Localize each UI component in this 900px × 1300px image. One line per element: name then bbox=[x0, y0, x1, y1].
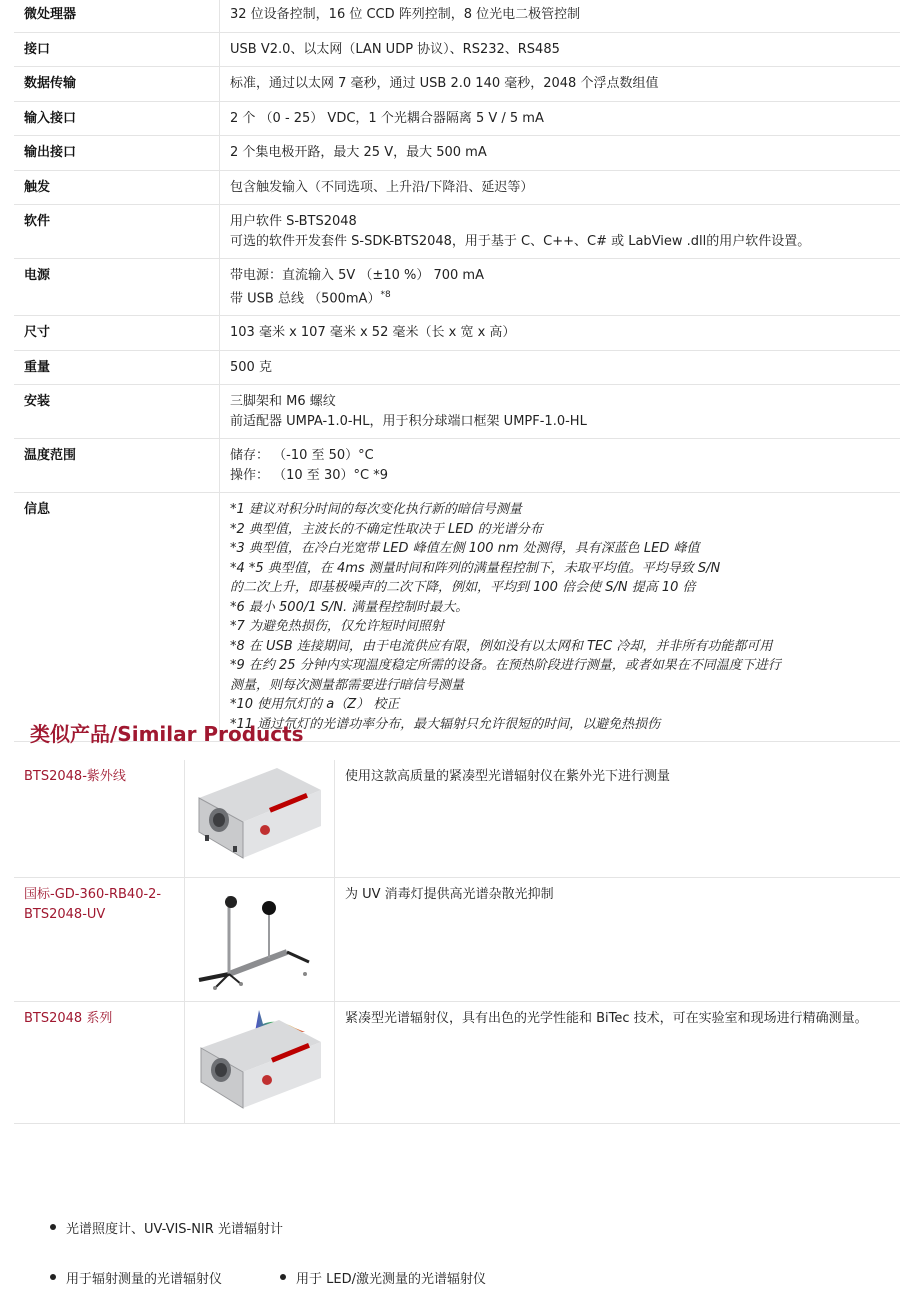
spec-value: 包含触发输入（不同选项、上升沿/下降沿、延迟等） bbox=[220, 170, 900, 205]
product-image-bts2048-uv[interactable] bbox=[185, 760, 334, 877]
product-row bbox=[14, 1002, 900, 1124]
spec-row bbox=[14, 170, 900, 205]
product-description: 紧凑型光谱辐射仪，具有出色的光学性能和 BiTec 技术，可在实验室和现场进行精确测量。 bbox=[335, 1002, 900, 1124]
spec-label: 输入接口 bbox=[14, 101, 220, 136]
product-link[interactable]: 国标-GD-360-RB40-2-BTS2048-UV bbox=[24, 887, 162, 922]
similar-products-title: 类似产品/Similar Products bbox=[30, 722, 304, 746]
spec-row bbox=[14, 259, 900, 316]
spec-row bbox=[14, 205, 900, 259]
spec-value: 储存： （-10 至 50）°C 操作： （10 至 30）°C *9 bbox=[220, 439, 900, 493]
product-row bbox=[14, 878, 900, 1002]
spec-value: 带电源：直流输入 5V （±10 %） 700 mA 带 USB 总线 $(500mA)^{*8}$ bbox=[220, 259, 900, 316]
spec-label: 触发 bbox=[14, 170, 220, 205]
footnotes: *1 建议对积分时间的每次变化执行新的暗信号测量 *2 典型值，主波长的不确定性取决于 LED 的光谱分布 *3 典型值，在冷白光宽带 LED 峰值左侧 100 nm 处测得，具有深蓝色 LED 峰值 *4 *5 典型值，在 4ms 测量时间和阵列的满量程控制下，未取平均值。平均导致 S/N 的二次上升，即基极噪声的二次下降，例如，平均到 100 倍会使 S/N 提高 10 倍 *6 最小 500/1 S/N. 满量程控制时最大。 *7 为避免热损伤，仅允许短时间照射 *8 在 USB 连接期间，由于电流供应有限，例如没有以太网和 TEC 冷却，并非所有功能都可用 *9 在约 25 分钟内实现温度稳定所需的设备。在预热阶段进行测量，或者如果在不同温度下进行 测量，则每次测量都需要进行暗信号测量 *10 使用氘灯的 a（Z） 校正 *11 通过氘灯的光谱功率分布，最大辐射只允许很短的时间，以避免热损伤 bbox=[220, 493, 900, 742]
product-link[interactable]: BTS2048 系列 bbox=[24, 1011, 113, 1026]
spec-row bbox=[14, 316, 900, 351]
product-description: 为 UV 消毒灯提供高光谱杂散光抑制 bbox=[335, 878, 900, 1002]
spec-table bbox=[14, 0, 900, 742]
spec-value: USB V2.0、以太网（LAN UDP 协议）、RS232、RS485 bbox=[220, 32, 900, 67]
spec-value: 103 毫米 x 107 毫米 x 52 毫米（长 x 宽 x 高） bbox=[220, 316, 900, 351]
spec-row bbox=[14, 67, 900, 102]
related-link[interactable]: 用于 LED/激光测量的光谱辐射仪 bbox=[278, 1268, 486, 1287]
spec-row bbox=[14, 493, 900, 742]
spec-row bbox=[14, 439, 900, 493]
spec-row bbox=[14, 0, 900, 32]
product-image-bts2048-series[interactable] bbox=[185, 1002, 334, 1123]
spec-label: 安装 bbox=[14, 385, 220, 439]
spec-row bbox=[14, 385, 900, 439]
spec-value: 500 克 bbox=[220, 350, 900, 385]
spec-value: 32 位设备控制，16 位 CCD 阵列控制，8 位光电二极管控制 bbox=[220, 0, 900, 32]
spec-label: 软件 bbox=[14, 205, 220, 259]
product-row bbox=[14, 760, 900, 878]
related-link[interactable]: 光谱照度计、UV-VIS-NIR 光谱辐射计 bbox=[48, 1218, 283, 1237]
footnote-mark: *8 bbox=[380, 289, 391, 300]
spec-row bbox=[14, 350, 900, 385]
spec-value: 标准，通过以太网 7 毫秒，通过 USB 2.0 140 毫秒，2048 个浮点数组值 bbox=[220, 67, 900, 102]
spec-label: 电源 bbox=[14, 259, 220, 316]
spec-value: 2 个 （0 - 25） VDC，1 个光耦合器隔离 5 V / 5 mA bbox=[220, 101, 900, 136]
spec-label: 重量 bbox=[14, 350, 220, 385]
spec-label: 温度范围 bbox=[14, 439, 220, 493]
spec-label: 接口 bbox=[14, 32, 220, 67]
spec-row bbox=[14, 32, 900, 67]
product-description: 使用这款高质量的紧凑型光谱辐射仪在紫外光下进行测量 bbox=[335, 760, 900, 878]
product-image-gd360[interactable] bbox=[185, 878, 334, 1001]
spec-value: 三脚架和 M6 螺纹 前适配器 UMPA-1.0-HL，用于积分球端口框架 UMPF-1.0-HL bbox=[220, 385, 900, 439]
spec-label: 信息 bbox=[14, 493, 220, 742]
related-link[interactable]: 用于辐射测量的光谱辐射仪 bbox=[48, 1268, 222, 1287]
product-link[interactable]: BTS2048-紫外线 bbox=[24, 769, 126, 784]
spec-label: 输出接口 bbox=[14, 136, 220, 171]
similar-products-table bbox=[14, 760, 900, 1124]
spec-label: 数据传输 bbox=[14, 67, 220, 102]
spec-label: 尺寸 bbox=[14, 316, 220, 351]
spec-value: 用户软件 S-BTS2048 可选的软件开发套件 S-SDK-BTS2048，用于基于 C、C++、C# 或 LabView .dll的用户软件设置。 bbox=[220, 205, 900, 259]
spec-row bbox=[14, 136, 900, 171]
spec-row bbox=[14, 101, 900, 136]
spec-label: 微处理器 bbox=[14, 0, 220, 32]
spec-value: 2 个集电极开路，最大 25 V，最大 500 mA bbox=[220, 136, 900, 171]
